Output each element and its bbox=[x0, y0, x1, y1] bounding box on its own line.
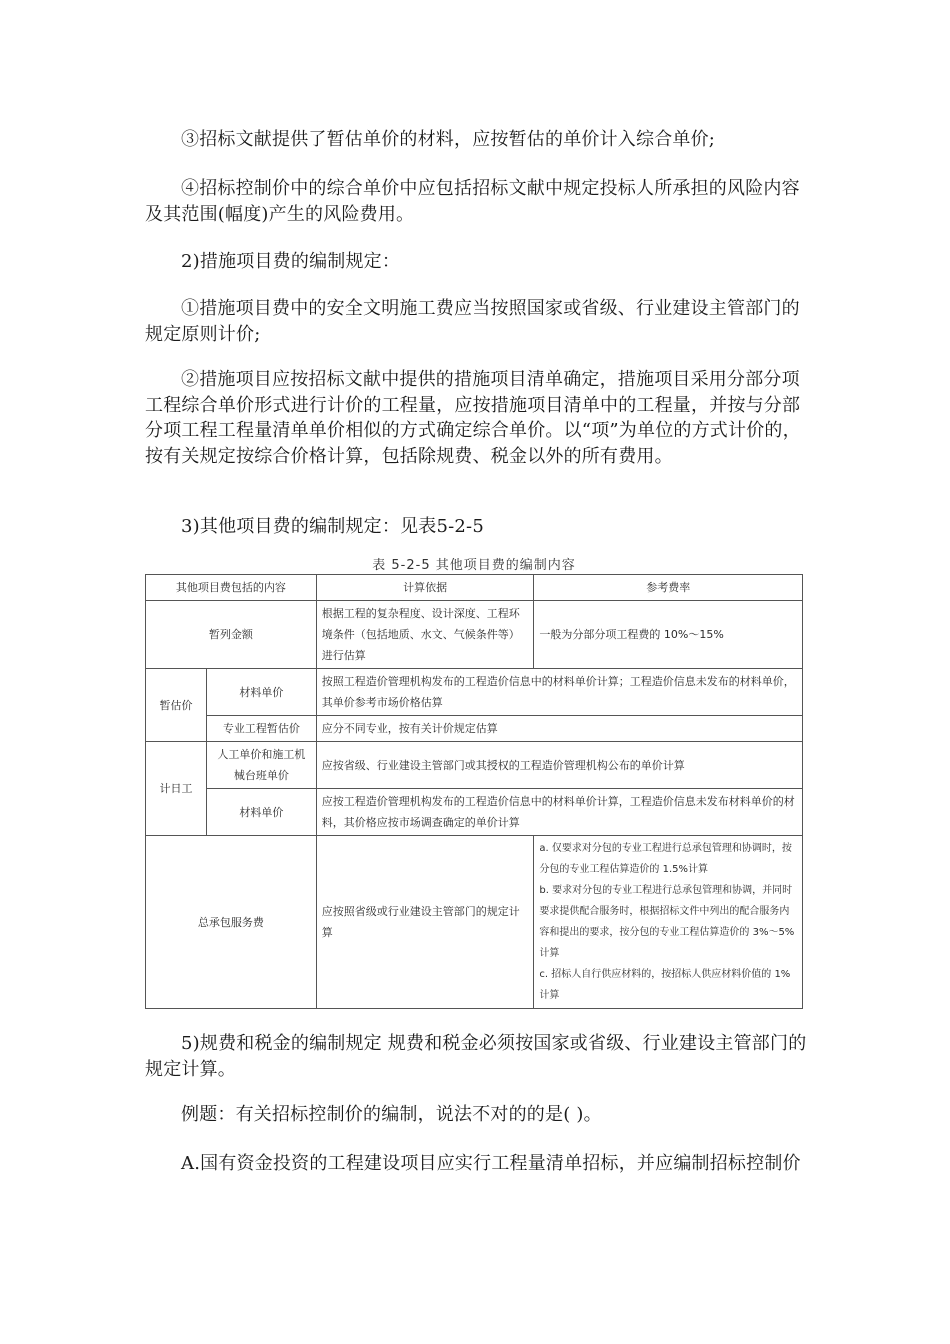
row-rate bbox=[534, 836, 803, 1009]
rate-note-a: a. 仅要求对分包的专业工程进行总承包管理和协调时，按分包的专业工程估算造价的 1.5%计算 bbox=[539, 843, 792, 875]
row-basis: 应分不同专业，按有关计价规定估算 bbox=[316, 716, 802, 742]
header-rate: 参考费率 bbox=[534, 575, 803, 601]
row-basis: 应按省级、行业建设主管部门或其授权的工程造价管理机构公布的单价计算 bbox=[316, 742, 802, 789]
paragraph-example-question: 例题：有关招标控制价的编制，说法不对的的是( )。 bbox=[181, 1104, 602, 1125]
group-daywork: 计日工 bbox=[146, 742, 207, 836]
row-basis: 应按照省级或行业建设主管部门的规定计算 bbox=[316, 836, 534, 1009]
table-header-row bbox=[146, 575, 803, 601]
paragraph-measures-heading: 2)措施项目费的编制规定： bbox=[181, 251, 401, 272]
row-sub-item: 人工单价和施工机械台班单价 bbox=[206, 742, 316, 789]
table-row bbox=[146, 742, 803, 789]
table-caption: 表 5-2-5 其他项目费的编制内容 bbox=[372, 558, 576, 573]
other-items-fee-table bbox=[145, 574, 803, 1009]
table-row bbox=[146, 836, 803, 1009]
paragraph-risk-cost: ④招标控制价中的综合单价中应包括招标文献中规定投标人所承担的风险内容及其范围(幅度)产生的风险费用。 bbox=[145, 178, 800, 225]
paragraph-fees-and-taxes: 5)规费和税金的编制规定 规费和税金必须按国家或省级、行业建设主管部门的规定计算。 bbox=[145, 1033, 807, 1080]
row-sub-item: 材料单价 bbox=[206, 669, 316, 716]
paragraph-provisional-unit-price: ③招标文献提供了暂估单价的材料，应按暂估的单价计入综合单价; bbox=[181, 129, 716, 150]
paragraph-option-a: A.国有资金投资的工程建设项目应实行工程量清单招标，并应编制招标控制价 bbox=[181, 1153, 801, 1174]
row-basis: 根据工程的复杂程度、设计深度、工程环境条件（包括地质、水文、气候条件等）进行估算 bbox=[316, 601, 534, 669]
header-basis: 计算依据 bbox=[316, 575, 534, 601]
row-basis: 应按工程造价管理机构发布的工程造价信息中的材料单价计算，工程造价信息未发布材料单价的材料，其价格应按市场调查确定的单价计算 bbox=[316, 789, 802, 836]
table-row bbox=[146, 669, 803, 716]
row-item: 暂列金额 bbox=[146, 601, 317, 669]
group-provisional-estimate: 暂估价 bbox=[146, 669, 207, 742]
row-sub-item: 专业工程暂估价 bbox=[206, 716, 316, 742]
table-row bbox=[146, 716, 803, 742]
paragraph-safety-fee: ①措施项目费中的安全文明施工费应当按照国家或省级、行业建设主管部门的规定原则计价; bbox=[145, 298, 800, 345]
row-item: 总承包服务费 bbox=[146, 836, 317, 1009]
table-row bbox=[146, 789, 803, 836]
table-row bbox=[146, 601, 803, 669]
paragraph-measures-pricing: ②措施项目应按招标文献中提供的措施项目清单确定，措施项目采用分部分项工程综合单价形式进行计价的工程量，应按措施项目清单中的工程量，并按与分部分项工程工程量清单单价相似的方式确定综合单价。以“项”为单位的方式计价的，按有关规定按综合价格计算，包括除规费、税金以外的所有费用。 bbox=[145, 369, 801, 467]
row-sub-item: 材料单价 bbox=[206, 789, 316, 836]
row-rate: 一般为分部分项工程费的 10%～15% bbox=[534, 601, 803, 669]
rate-note-c: c. 招标人自行供应材料的，按招标人供应材料价值的 1%计算 bbox=[539, 969, 791, 1001]
header-content: 其他项目费包括的内容 bbox=[146, 575, 317, 601]
rate-note-b: b. 要求对分包的专业工程进行总承包管理和协调，并同时要求提供配合服务时，根据招标文件中列出的配合服务内容和提出的要求，按分包的专业工程估算造价的 3%～5%计算 bbox=[539, 885, 795, 959]
row-basis: 按照工程造价管理机构发布的工程造价信息中的材料单价计算；工程造价信息未发布的材料单价，其单价参考市场价格估算 bbox=[316, 669, 802, 716]
paragraph-other-items-heading: 3)其他项目费的编制规定：见表5-2-5 bbox=[181, 516, 484, 537]
